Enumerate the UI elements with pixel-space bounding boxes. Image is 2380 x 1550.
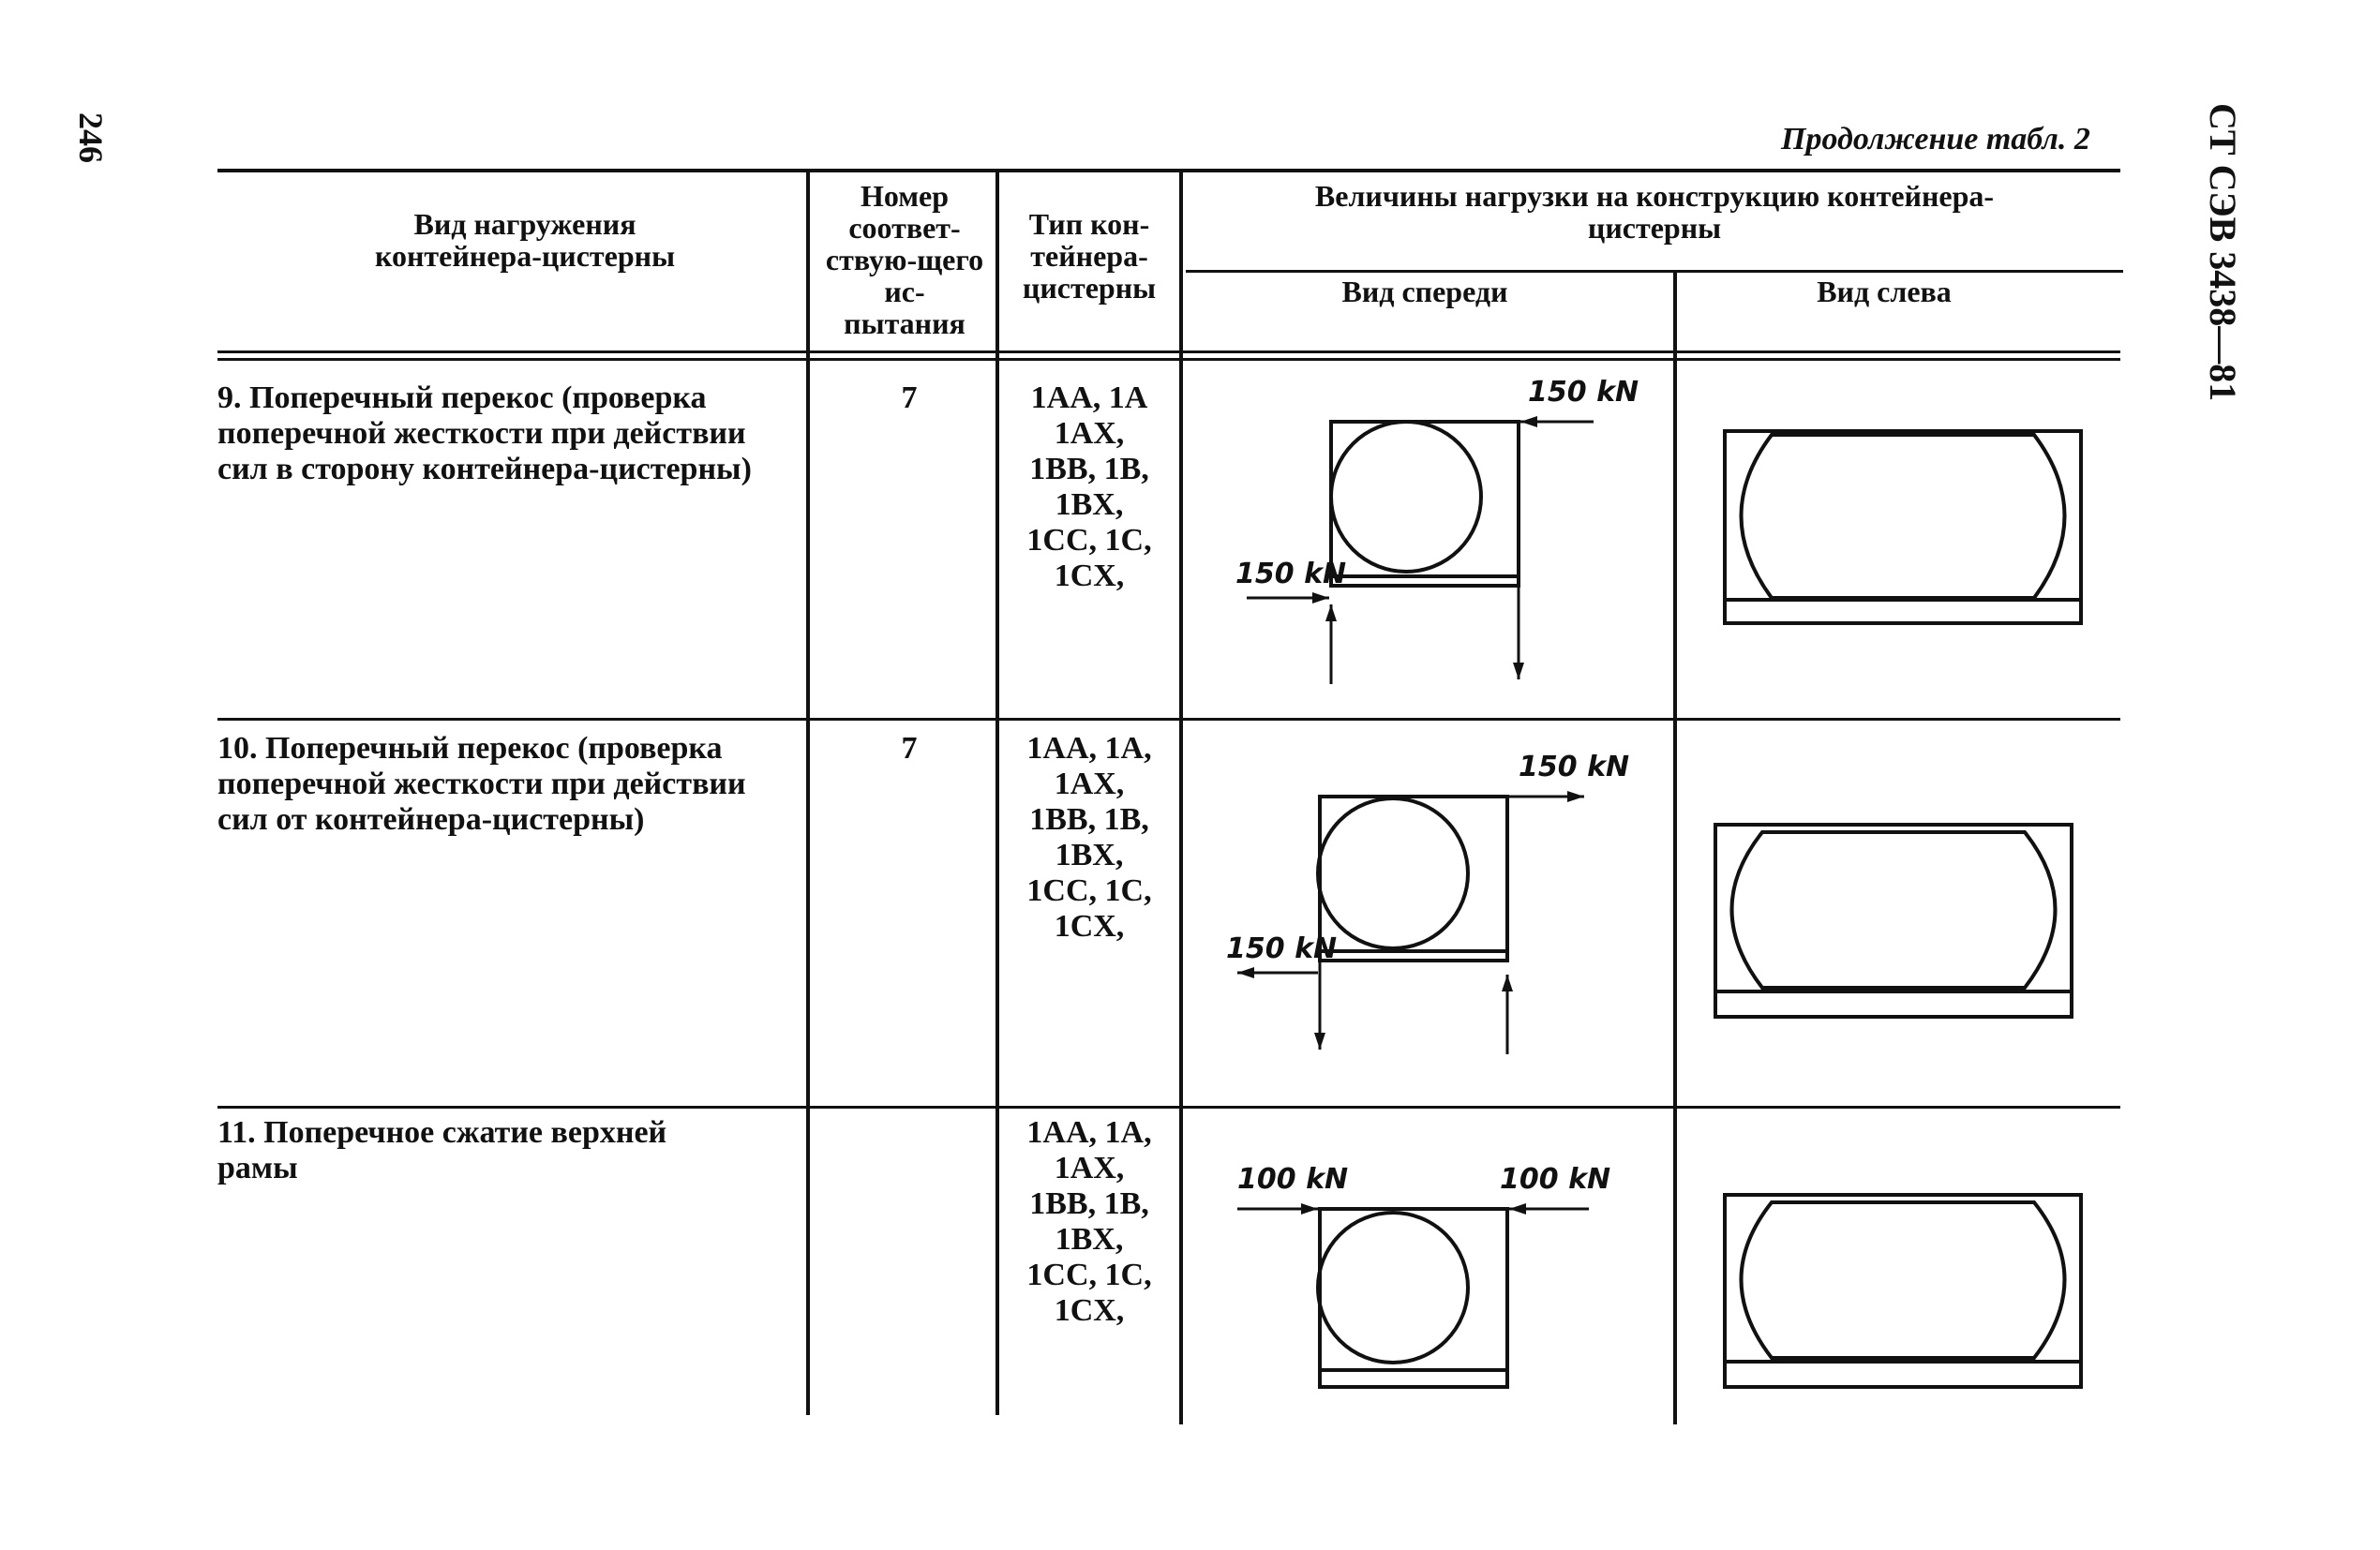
- continuation-label: Продолжение табл. 2: [1781, 122, 2090, 156]
- type-line: 1BB, 1B,: [1029, 452, 1149, 486]
- type-line: 1BX,: [1055, 487, 1124, 522]
- type-line: 1AX,: [1054, 1151, 1125, 1185]
- type-line: 1BB, 1B,: [1029, 1186, 1149, 1221]
- type-line: 1AA, 1A,: [1026, 1115, 1152, 1150]
- header-container-type: Тип кон-тейнера-цистерны: [1022, 207, 1157, 305]
- type-line: 1BX,: [1055, 838, 1124, 872]
- header-left-view: Вид слева: [1817, 275, 1952, 308]
- row-10-description: 10. Поперечный перекос (проверка поперечной жесткости при действии сил от контейнера-цистерны): [217, 731, 746, 837]
- row-11-front-diagram: [1219, 1153, 1650, 1406]
- row-10-force-bottom: 150 kN: [1226, 932, 1338, 965]
- row-9-force-bottom: 150 kN: [1235, 558, 1347, 590]
- row-10-left-diagram: [1706, 815, 2081, 1031]
- row-9-description: 9. Поперечный перекос (проверка поперечной жесткости при действии сил в сторону контейнера-цистерны): [217, 380, 752, 486]
- row-10-test-number: 7: [901, 731, 918, 766]
- header-load-values: Величины нагрузки на конструкцию контейнера-цистерны: [1314, 179, 1995, 245]
- type-line: 1AX,: [1054, 416, 1125, 451]
- row-9-left-diagram: [1715, 422, 2090, 637]
- row-10-force-top: 150 kN: [1519, 751, 1630, 783]
- row-11-description: 11. Поперечное сжатие верхней рамы: [217, 1115, 667, 1185]
- row-11-force-right: 100 kN: [1500, 1163, 1611, 1196]
- row-11-force-left: 100 kN: [1237, 1163, 1349, 1196]
- row-9-types: [1001, 380, 1177, 594]
- type-line: 1BB, 1B,: [1029, 802, 1149, 837]
- type-line: 1BX,: [1055, 1222, 1124, 1257]
- type-line: 1CX,: [1054, 559, 1125, 593]
- standard-code: СТ СЭВ 3438—81: [2202, 103, 2244, 402]
- type-line: 1CC, 1C,: [1026, 1258, 1152, 1292]
- type-line: 1AX,: [1054, 767, 1125, 801]
- type-line: 1AA, 1A,: [1026, 731, 1152, 766]
- row-11-types: [1001, 1115, 1177, 1329]
- row-9-front-diagram: [1219, 365, 1650, 693]
- header-load-type: Вид нагружения контейнера-цистерны: [374, 207, 676, 273]
- type-line: 1AA, 1A: [1030, 380, 1148, 415]
- row-9-test-number: 7: [901, 380, 918, 415]
- row-11-left-diagram: [1715, 1185, 2090, 1401]
- row-10-front-diagram: [1219, 740, 1650, 1068]
- row-10-types: [1001, 731, 1177, 945]
- type-line: 1CC, 1C,: [1026, 523, 1152, 558]
- type-line: 1CX,: [1054, 909, 1125, 944]
- header-test-number: Номер соответ-ствую-щего ис-пытания: [825, 179, 984, 340]
- header-front-view: Вид спереди: [1341, 275, 1508, 308]
- row-9-force-top: 150 kN: [1528, 376, 1639, 409]
- type-line: 1CC, 1C,: [1026, 873, 1152, 908]
- page-number: 246: [72, 112, 110, 163]
- type-line: 1CX,: [1054, 1293, 1125, 1328]
